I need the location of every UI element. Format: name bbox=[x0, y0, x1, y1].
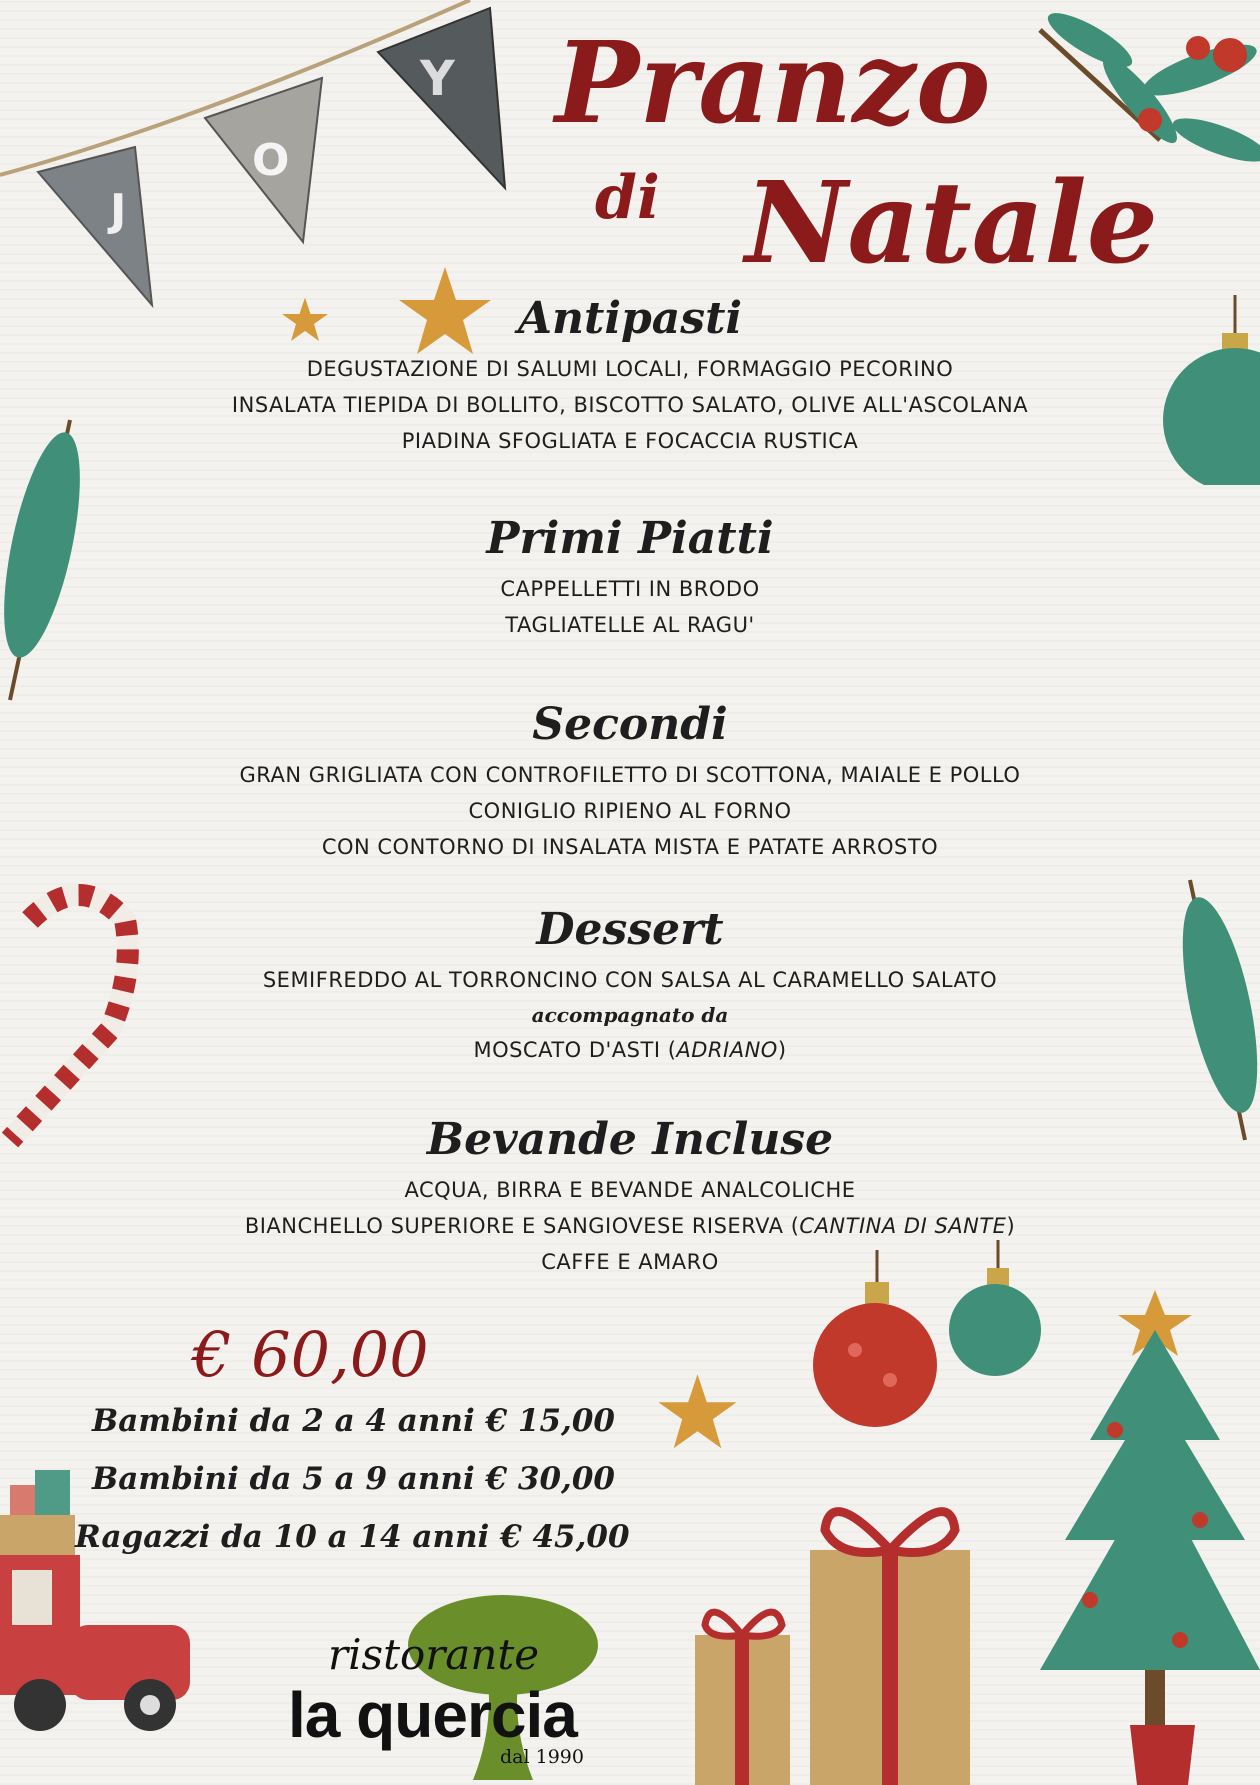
wine-name: MOSCATO D'ASTI ( bbox=[473, 1037, 677, 1062]
restaurant-logo bbox=[288, 1590, 608, 1780]
menu-item: PIADINA SFOGLIATA E FOCACCIA RUSTICA bbox=[401, 428, 859, 453]
section-heading: Secondi bbox=[532, 699, 728, 750]
wine-producer: CANTINA DI SANTE bbox=[799, 1213, 1007, 1238]
title-natale: Natale bbox=[745, 158, 1159, 289]
child-price: Bambini da 2 a 4 anni € 15,00 bbox=[92, 1403, 615, 1439]
section-heading: Dessert bbox=[536, 904, 724, 955]
menu-item: DEGUSTAZIONE DI SALUMI LOCALI, FORMAGGIO PECORINO bbox=[306, 356, 954, 381]
bunting-letter-o: O bbox=[252, 135, 290, 186]
menu-item: INSALATA TIEPIDA DI BOLLITO, BISCOTTO SALATO, OLIVE ALL'ASCOLANA bbox=[231, 392, 1029, 417]
leaf-icon bbox=[1175, 875, 1260, 1145]
drink-item: ACQUA, BIRRA E BEVANDE ANALCOLICHE bbox=[404, 1177, 856, 1202]
gift-box-icon bbox=[690, 1595, 795, 1785]
title-di: di bbox=[595, 163, 660, 233]
bunting-letter-y: Y bbox=[420, 51, 455, 107]
red-car-icon bbox=[0, 1465, 200, 1775]
bunting-flag-j bbox=[38, 147, 152, 305]
section-heading: Bevande Incluse bbox=[426, 1114, 834, 1165]
gift-box-icon bbox=[800, 1480, 980, 1785]
christmas-tree-icon bbox=[1020, 1270, 1260, 1785]
section-heading: Antipasti bbox=[517, 293, 743, 344]
candy-cane-icon bbox=[0, 880, 150, 1150]
logo-since: dal 1990 bbox=[500, 1746, 584, 1768]
drink-item bbox=[220, 1208, 1040, 1244]
section-bevande bbox=[220, 1115, 1040, 1280]
section-primi-piatti bbox=[220, 514, 1040, 643]
star-icon bbox=[655, 1370, 740, 1455]
child-price: Bambini da 5 a 9 anni € 30,00 bbox=[92, 1461, 615, 1497]
accompaniment-label: accompagnato da bbox=[531, 1002, 729, 1027]
wine-producer: ADRIANO bbox=[676, 1037, 778, 1062]
wine-close: ) bbox=[777, 1037, 787, 1062]
drink-item: CAFFE E AMARO bbox=[541, 1249, 719, 1274]
menu-item: GRAN GRIGLIATA CON CONTROFILETTO DI SCOTTONA, MAIALE E POLLO bbox=[239, 762, 1021, 787]
bunting-letter-j: J bbox=[110, 185, 127, 236]
logo-script: ristorante bbox=[328, 1630, 540, 1679]
wine-names: BIANCHELLO SUPERIORE E SANGIOVESE RISERVA ( bbox=[244, 1213, 800, 1238]
wine-close: ) bbox=[1006, 1213, 1016, 1238]
menu-item: CAPPELLETTI IN BRODO bbox=[500, 576, 760, 601]
green-ornament-icon bbox=[1140, 295, 1260, 485]
menu-price: € 60,00 bbox=[192, 1318, 429, 1391]
title-pranzo: Pranzo bbox=[555, 18, 991, 149]
section-antipasti bbox=[220, 294, 1040, 459]
section-heading: Primi Piatti bbox=[486, 513, 774, 564]
logo-name: la quercia bbox=[288, 1679, 577, 1751]
menu-item: CON CONTORNO DI INSALATA MISTA E PATATE ARROSTO bbox=[321, 834, 939, 859]
leaf-icon bbox=[0, 415, 90, 705]
menu-item: TAGLIATELLE AL RAGU' bbox=[505, 612, 755, 637]
section-secondi bbox=[220, 700, 1040, 865]
bunting-flag-y bbox=[378, 8, 505, 188]
child-price: Ragazzi da 10 a 14 anni € 45,00 bbox=[75, 1519, 630, 1555]
wine-item bbox=[220, 1032, 1040, 1068]
section-dessert bbox=[220, 905, 1040, 1068]
menu-item: CONIGLIO RIPIENO AL FORNO bbox=[468, 798, 792, 823]
menu-item: SEMIFREDDO AL TORRONCINO CON SALSA AL CARAMELLO SALATO bbox=[262, 967, 998, 992]
